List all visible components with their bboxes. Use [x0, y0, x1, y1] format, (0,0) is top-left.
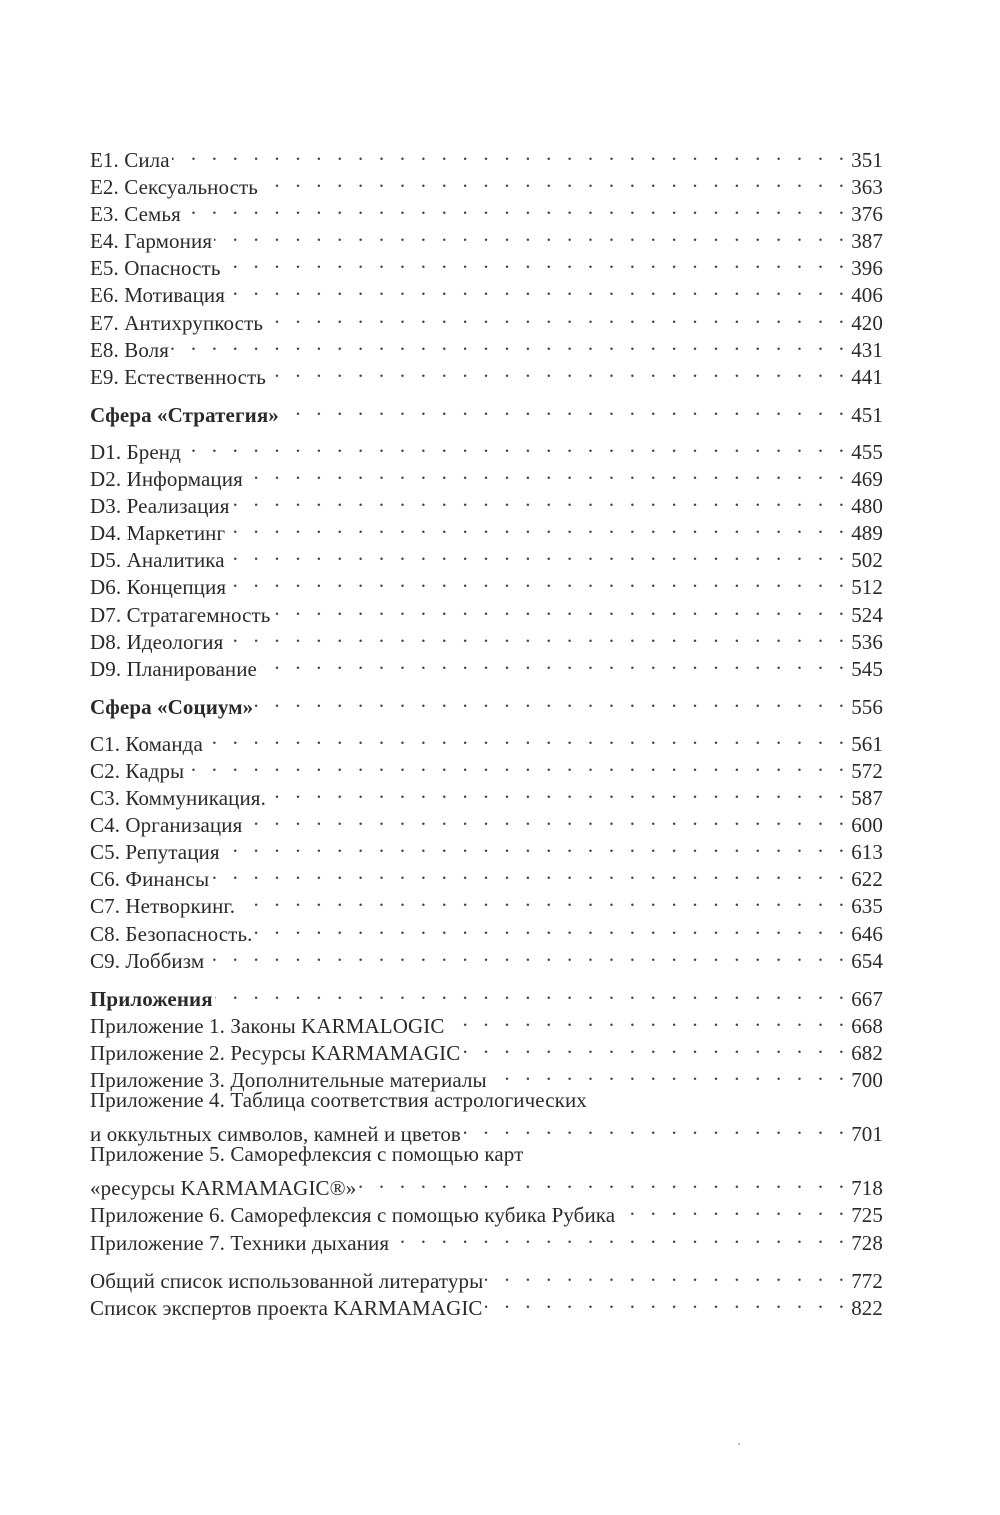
- toc-entry[interactable]: [90, 1261, 883, 1293]
- entry-page: 654: [851, 948, 883, 973]
- entry-title: Список экспертов проекта KARMAMAGIC: [90, 1295, 483, 1320]
- dot-leader: [462, 1033, 849, 1060]
- entry-page: 351: [851, 148, 883, 172]
- entry-page: 480: [851, 494, 883, 519]
- section-title: Сфера «Социум»: [90, 694, 254, 719]
- entry-title: E3. Семья: [90, 202, 181, 227]
- entry-title: Приложение 2. Ресурсы KARMAMAGIC: [90, 1040, 461, 1065]
- entry-page: 363: [851, 175, 883, 200]
- entry-page: 725: [851, 1203, 883, 1228]
- entry-title: D1. Бренд: [90, 439, 181, 464]
- entry-title: Приложение 6. Саморефлексия с помощью кубика Рубика: [90, 1203, 616, 1228]
- entry-page: 396: [851, 256, 883, 281]
- entry-page: 502: [851, 548, 883, 573]
- toc-entry[interactable]: [90, 167, 883, 200]
- entry-title: C5. Репутация: [90, 840, 220, 865]
- toc-entry[interactable]: [90, 459, 883, 492]
- dot-leader: [186, 751, 849, 778]
- table-of-contents: [90, 140, 883, 1320]
- entry-page: 635: [851, 894, 883, 919]
- toc-entry[interactable]: [90, 330, 883, 362]
- entry-title: D9. Планирование: [90, 656, 257, 681]
- dot-leader: [255, 687, 849, 714]
- entry-page: 646: [851, 921, 883, 946]
- dot-leader: [225, 622, 849, 649]
- dot-leader: [358, 1168, 849, 1195]
- dot-leader: [259, 649, 849, 676]
- entry-title: E2. Сексуальность: [90, 175, 258, 200]
- entry-title: C2. Кадры: [90, 758, 185, 783]
- entry-title: C7. Нетворкинг.: [90, 894, 236, 919]
- toc-entry[interactable]: [90, 357, 883, 389]
- section-title: Сфера «Стратегия»: [90, 402, 279, 427]
- dot-leader: [272, 595, 849, 622]
- dot-leader: [489, 1060, 849, 1087]
- section-heading[interactable]: [90, 687, 883, 719]
- entry-page: 441: [851, 364, 883, 389]
- section-page: 451: [851, 402, 883, 427]
- dot-leader: [227, 275, 849, 302]
- dot-leader: [281, 395, 849, 422]
- entry-page: 682: [851, 1040, 883, 1065]
- entry-title: E6. Мотивация: [90, 283, 226, 308]
- entry-page: 512: [851, 575, 883, 600]
- entry-title: D8. Идеология: [90, 629, 224, 654]
- entry-page: 572: [851, 758, 883, 783]
- dot-leader: [222, 832, 850, 859]
- dot-leader: [214, 221, 849, 248]
- entry-page: 387: [851, 229, 883, 254]
- entry-page: 772: [851, 1268, 883, 1293]
- dot-leader: [223, 248, 850, 275]
- section-title: Приложения: [90, 986, 213, 1011]
- entry-page: 489: [851, 521, 883, 546]
- toc-entry-line-2[interactable]: [90, 1114, 883, 1147]
- section-energy-items: [90, 140, 883, 389]
- toc-entry[interactable]: [90, 751, 883, 783]
- dot-leader: [244, 805, 849, 832]
- section-heading[interactable]: [90, 395, 883, 427]
- entry-page: 718: [851, 1176, 883, 1201]
- dot-leader: [463, 1114, 849, 1141]
- section-back-matter: [90, 1261, 883, 1320]
- entry-title: C6. Финансы: [90, 867, 210, 892]
- dot-leader: [260, 167, 849, 194]
- entry-page: 431: [851, 337, 883, 362]
- toc-entry-line-1[interactable]: [90, 1141, 883, 1168]
- dot-leader: [232, 486, 850, 513]
- dot-leader: [183, 194, 849, 221]
- entry-title: Приложение 5. Саморефлексия с помощью карт: [90, 1142, 524, 1167]
- dot-leader: [227, 513, 849, 540]
- entry-title: C9. Лоббизм: [90, 948, 205, 973]
- dot-leader: [617, 1195, 849, 1222]
- entry-title: E1. Сила: [90, 148, 170, 172]
- entry-title: E4. Гармония: [90, 229, 213, 254]
- entry-title-continuation: «ресурсы KARMAMAGIC®»: [90, 1176, 357, 1201]
- entry-title: D7. Стратагемность: [90, 602, 271, 627]
- entry-page: 406: [851, 283, 883, 308]
- toc-entry-line-2[interactable]: [90, 1168, 883, 1201]
- entry-title: C1. Команда: [90, 731, 203, 756]
- entry-title: C4. Организация: [90, 813, 243, 838]
- entry-page: 420: [851, 310, 883, 335]
- entry-page: 561: [851, 731, 883, 756]
- entry-title: Приложение 3. Дополнительные материалы: [90, 1068, 487, 1092]
- toc-entry-line-1[interactable]: [90, 1087, 883, 1114]
- entry-page: 536: [851, 629, 883, 654]
- entry-title: Приложение 1. Законы KARMALOGIC: [90, 1013, 445, 1038]
- entry-title: E8. Воля: [90, 337, 169, 362]
- dot-leader: [446, 1006, 849, 1033]
- entry-title: D3. Реализация: [90, 494, 230, 519]
- entry-title: D5. Аналитика: [90, 548, 225, 573]
- dot-leader: [268, 778, 849, 805]
- toc-entry[interactable]: [90, 778, 883, 811]
- toc-entry[interactable]: [90, 194, 883, 227]
- dot-leader: [245, 459, 849, 486]
- toc-entry[interactable]: [90, 140, 883, 172]
- entry-page: 469: [851, 467, 883, 492]
- entry-title: C8. Безопасность.: [90, 921, 253, 946]
- entry-page: 701: [851, 1122, 883, 1147]
- section-page: 667: [851, 986, 883, 1011]
- dot-leader: [206, 941, 849, 968]
- entry-page: 524: [851, 602, 883, 627]
- dot-leader: [171, 330, 849, 357]
- scan-speck: [738, 1443, 740, 1445]
- toc-entry[interactable]: [90, 724, 883, 756]
- dot-leader: [205, 724, 849, 751]
- dot-leader: [485, 1288, 850, 1315]
- entry-page: 822: [851, 1295, 883, 1320]
- dot-leader: [215, 979, 849, 1006]
- entry-page: 613: [851, 840, 883, 865]
- entry-page: 728: [851, 1230, 883, 1255]
- section-heading[interactable]: [90, 979, 883, 1011]
- entry-title: D6. Концепция: [90, 575, 227, 600]
- entry-page: 376: [851, 202, 883, 227]
- dot-leader: [265, 303, 849, 330]
- section-strategy: [90, 395, 883, 681]
- dot-leader: [172, 140, 850, 167]
- entry-title: Приложение 7. Техники дыхания: [90, 1230, 390, 1255]
- toc-entry[interactable]: [90, 221, 883, 254]
- entry-title: E7. Антихрупкость: [90, 310, 264, 335]
- entry-title: Общий список использованной литературы: [90, 1268, 484, 1293]
- toc-entry[interactable]: [90, 432, 883, 464]
- entry-page: 587: [851, 786, 883, 811]
- entry-page: 700: [851, 1068, 883, 1092]
- toc-entry[interactable]: [90, 941, 883, 973]
- dot-leader: [228, 567, 849, 594]
- dot-leader: [254, 914, 849, 941]
- dot-leader: [237, 886, 849, 913]
- entry-title: D4. Маркетинг: [90, 521, 226, 546]
- entry-page: 668: [851, 1013, 883, 1038]
- entry-title: C3. Коммуникация.: [90, 786, 266, 811]
- dot-leader: [391, 1223, 849, 1250]
- entry-title-continuation: и оккультных символов, камней и цветов: [90, 1122, 461, 1147]
- entry-page: 600: [851, 813, 883, 838]
- entry-page: 545: [851, 656, 883, 681]
- entry-title: E9. Естественность: [90, 364, 266, 389]
- dot-leader: [227, 540, 849, 567]
- entry-page: 622: [851, 867, 883, 892]
- entry-title: E5. Опасность: [90, 256, 221, 281]
- entry-page: 455: [851, 439, 883, 464]
- dot-leader: [183, 432, 849, 459]
- section-page: 556: [851, 694, 883, 719]
- section-appendices: [90, 979, 883, 1255]
- section-society: [90, 687, 883, 973]
- dot-leader: [268, 357, 849, 384]
- entry-title: Приложение 4. Таблица соответствия астрологических: [90, 1088, 587, 1113]
- dot-leader: [211, 859, 849, 886]
- dot-leader: [485, 1261, 849, 1288]
- entry-title: D2. Информация: [90, 467, 243, 492]
